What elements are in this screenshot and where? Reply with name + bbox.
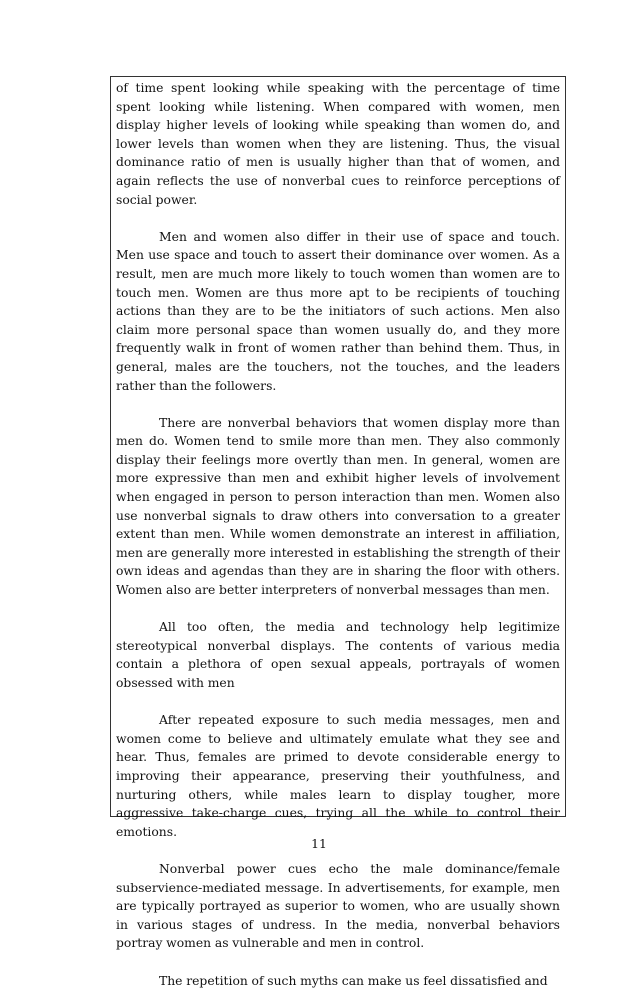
paragraph-women-behaviors: There are nonverbal behaviors that women display more than men do. Women tend to smile more than men. They also commonly display their feelings more overtly than men. In general, women are more expressive than men and exhibit higher levels of involvement when engaged in person to person interaction than men. Women also use nonverbal signals to draw others into conversation to a greater extent than men. While women demonstrate an interest in affiliation, men are generally more interested in establishing the strength of their own ideas and agendas than they are in sharing the floor with others. Women also are better interpreters of nonverbal messages than men. (116, 414, 560, 600)
paragraph-repetition-myths: The repetition of such myths can make us feel dissatisfied and (116, 972, 560, 990)
paragraph-space-and-touch: Men and women also differ in their use of space and touch. Men use space and touch to assert their dominance over women. As a result, men are much more likely to touch women than women are to touch men. Women are thus more apt to be recipients of touching actions than they are to be the initiators of such actions. Men also claim more personal space than women usually do, and they more frequently walk in front of women rather than behind them. Thus, in general, males are the touchers, not the touches, and the leaders rather than the followers. (116, 228, 560, 395)
paragraph-continuation: of time spent looking while speaking with the percentage of time spent looking while listening. When compared with women, men display higher levels of looking while speaking than women do, and lower levels than women when they are listening. Thus, the visual dominance ratio of men is usually higher than that of women, and again reflects the use of nonverbal cues to reinforce perceptions of social power. (116, 79, 560, 209)
paragraph-media-technology: All too often, the media and technology help legitimize stereotypical nonverbal displays. The contents of various media contain a plethora of open sexual appeals, portrayals of women obsessed with men (116, 618, 560, 692)
paragraph-repeated-exposure: After repeated exposure to such media messages, men and women come to believe and ultimately emulate what they see and hear. Thus, females are primed to devote considerable energy to improving their appearance, preserving their youthfulness, and nurturing others, while males learn to display tougher, more aggressive take-charge cues, trying all the while to control their emotions. (116, 711, 560, 841)
page-number: 11 (0, 836, 638, 852)
paragraph-power-cues: Nonverbal power cues echo the male dominance/female subservience-mediated message. In advertisements, for example, men are typically portrayed as superior to women, who are usually shown in various stages of undress. In the media, nonverbal behaviors portray women as vulnerable and men in control. (116, 860, 560, 953)
text-frame (110, 76, 566, 817)
